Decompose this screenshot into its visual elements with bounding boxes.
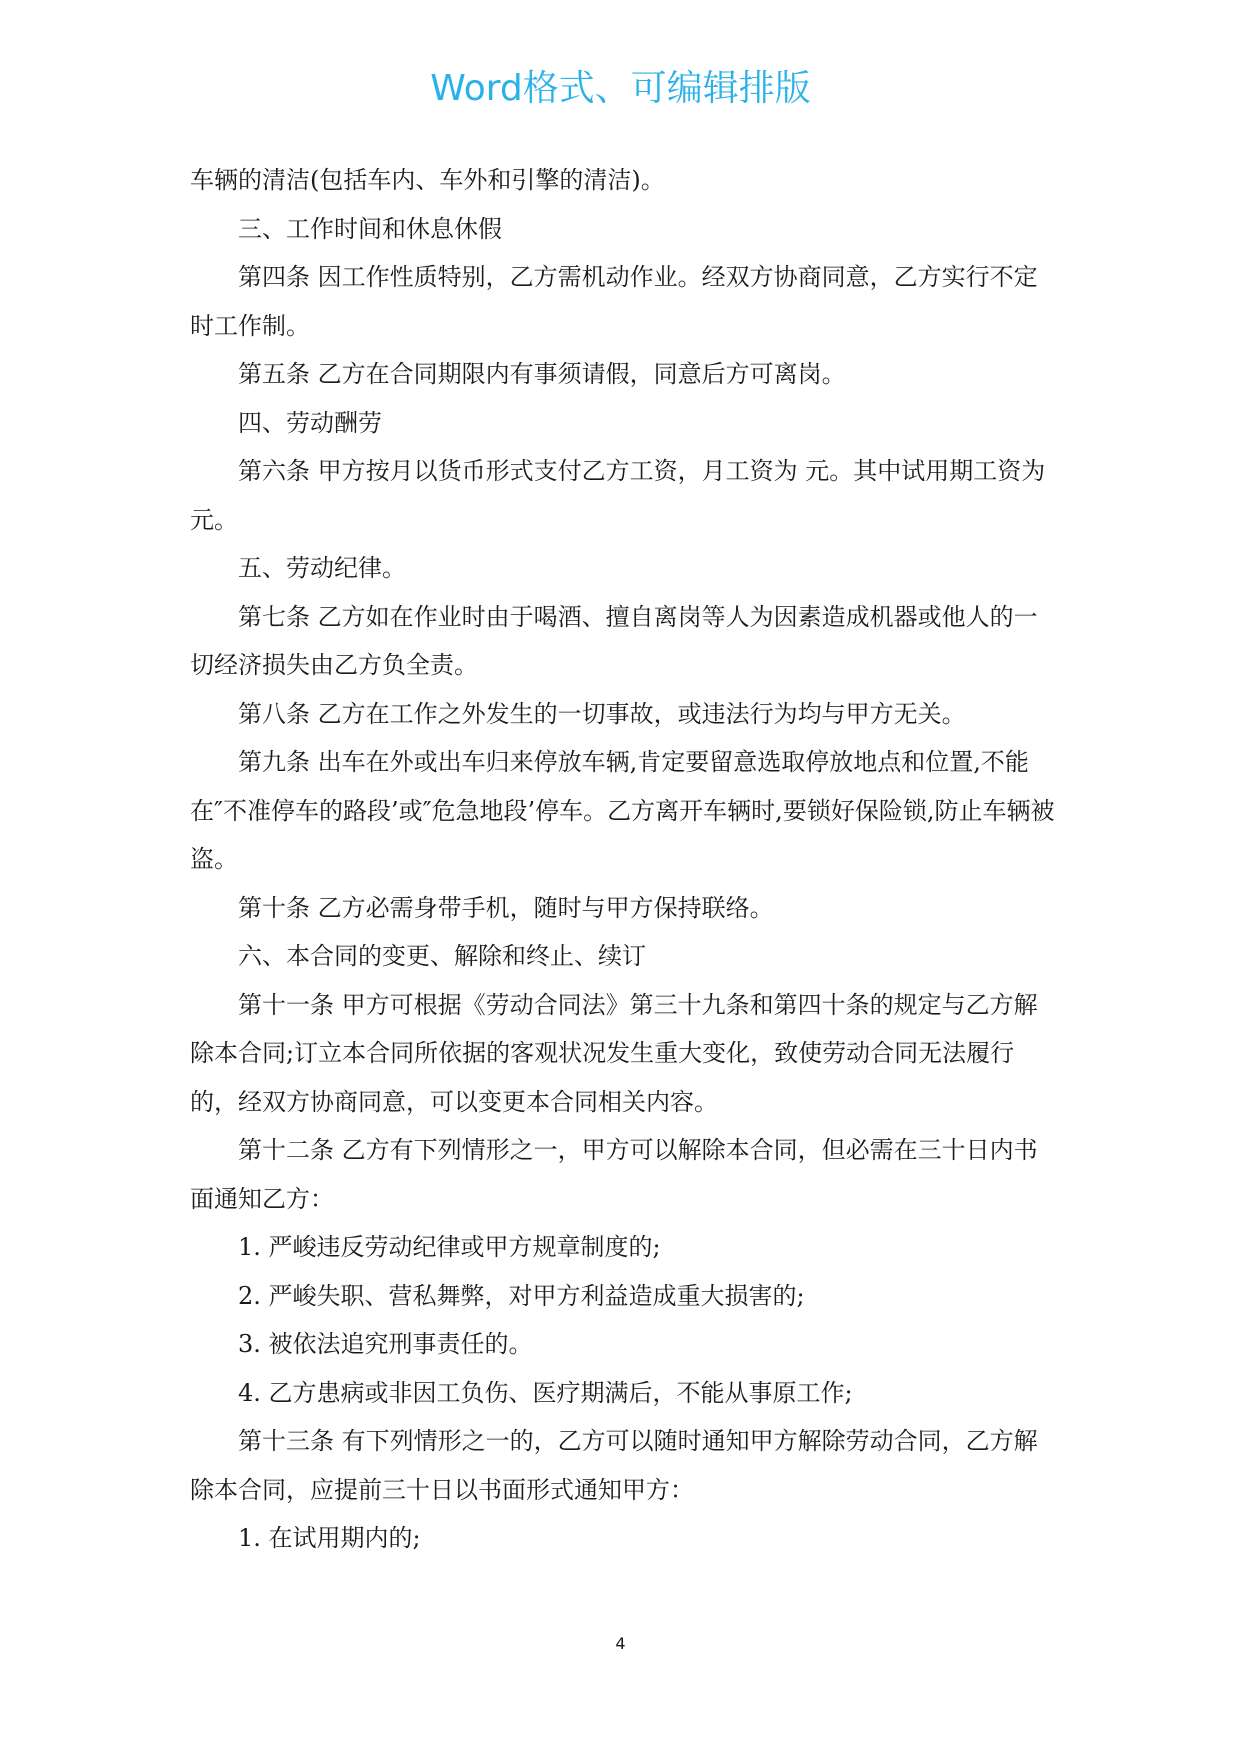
- paragraph: 第八条 乙方在工作之外发生的一切事故，或违法行为均与甲方无关。: [238, 699, 966, 728]
- paragraph: 第十一条 甲方可根据《劳动合同法》第三十九条和第四十条的规定与乙方解除本合同;订立本合同所依据的客观状况发生重大变化，致使劳动合同无法履行的，经双方协商同意，可以变更本合同相关内容。: [190, 990, 1038, 1116]
- list-item: 2. 严峻失职、营私舞弊，对甲方利益造成重大损害的;: [238, 1281, 805, 1310]
- list-item: 4. 乙方患病或非因工负伤、医疗期满后，不能从事原工作;: [238, 1378, 853, 1407]
- list-item: 1. 严峻违反劳动纪律或甲方规章制度的;: [238, 1233, 661, 1261]
- paragraph: 第十三条 有下列情形之一的，乙方可以随时通知甲方解除劳动合同，乙方解除本合同，应提前三十日以书面形式通知甲方：: [190, 1427, 1038, 1504]
- paragraph: 第四条 因工作性质特别，乙方需机动作业。经双方协商同意，乙方实行不定时工作制。: [190, 263, 1038, 340]
- paragraph: 第十二条 乙方有下列情形之一，甲方可以解除本合同，但必需在三十日内书面通知乙方：: [190, 1136, 1038, 1213]
- section-heading: 五、劳动纪律。: [238, 554, 406, 582]
- paragraph: 第十条 乙方必需身带手机，随时与甲方保持联络。: [238, 893, 774, 922]
- document-body: [190, 156, 1056, 1563]
- section-heading: 六、本合同的变更、解除和终止、续订: [238, 942, 646, 970]
- paragraph: 第五条 乙方在合同期限内有事须请假，同意后方可离岗。: [238, 360, 846, 388]
- section-heading: 三、工作时间和休息休假: [238, 214, 502, 243]
- page-number: 4: [615, 1634, 626, 1653]
- list-item: 3. 被依法追究刑事责任的。: [238, 1330, 533, 1358]
- list-item: 1. 在试用期内的;: [238, 1524, 421, 1552]
- paragraph: 车辆的清洁(包括车内、车外和引擎的清洁)。: [190, 166, 665, 194]
- paragraph: 第七条 乙方如在作业时由于喝酒、擅自离岗等人为因素造成机器或他人的一切经济损失由乙方负全责。: [190, 602, 1038, 679]
- section-heading: 四、劳动酬劳: [238, 408, 382, 437]
- paragraph: 第六条 甲方按月以货币形式支付乙方工资，月工资为 元。其中试用期工资为 元。: [190, 457, 1046, 534]
- page-header-title: Word格式、可编辑排版: [430, 68, 811, 109]
- paragraph: 第九条 出车在外或出车归来停放车辆,肯定要留意选取停放地点和位置,不能在″不准停车的路段’或″危急地段’停车。乙方离开车辆时,要锁好保险锁,防止车辆被盗。: [190, 748, 1055, 873]
